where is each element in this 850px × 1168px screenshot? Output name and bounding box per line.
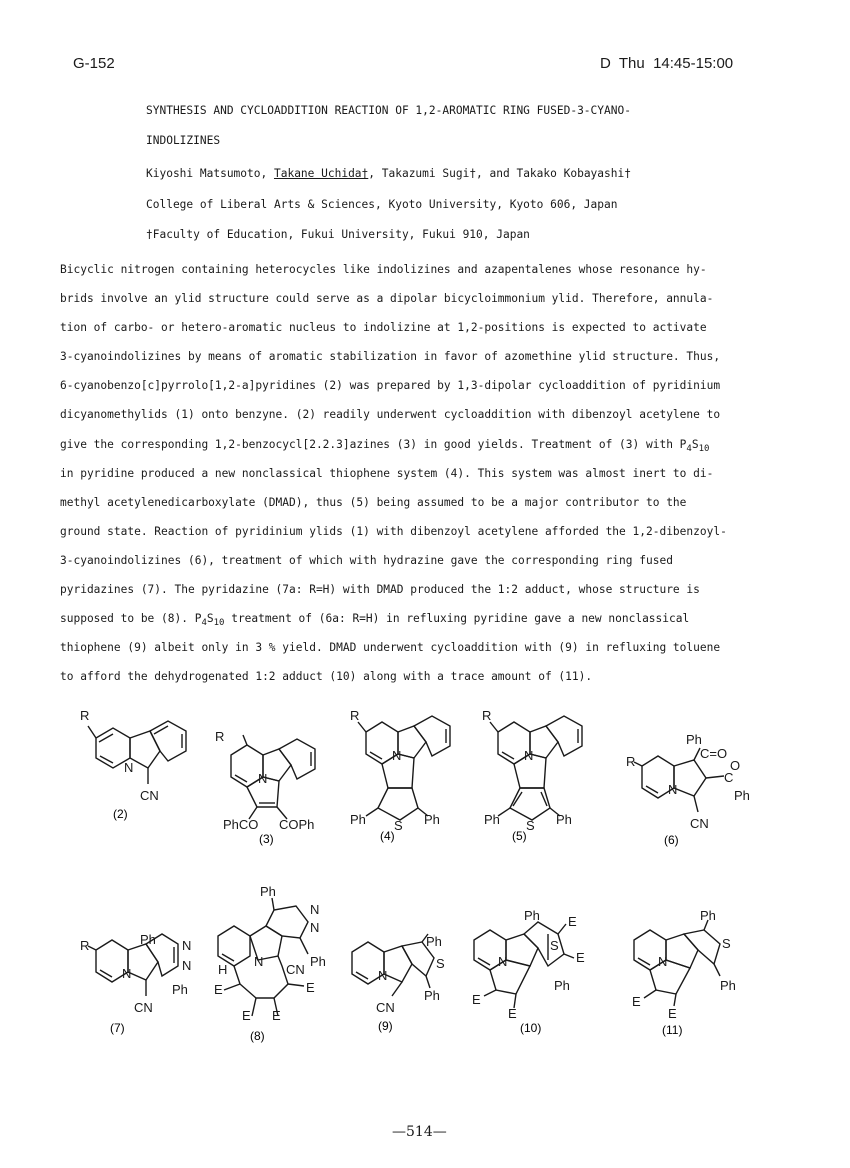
affiliation-1: College of Liberal Arts & Sciences, Kyoto University, Kyoto 606, Japan: [146, 198, 618, 211]
r-group: R: [215, 729, 225, 744]
r-group: R: [80, 708, 90, 723]
nitrogen-atom: N: [182, 938, 192, 953]
cyano-group: CN: [134, 1000, 153, 1015]
body-line: in pyridine produced a new nonclassical thiophene system (4). This system was almost inert to di-: [60, 467, 714, 480]
phenyl-group: Ph: [700, 908, 716, 923]
compound-label: (11): [662, 1023, 683, 1037]
title-line-1: SYNTHESIS AND CYCLOADDITION REACTION OF 1,2-AROMATIC RING FUSED-3-CYANO-: [146, 104, 631, 117]
structure-8: [212, 880, 352, 1050]
hydrogen-atom: H: [218, 962, 228, 977]
compound-label: (2): [113, 807, 128, 821]
r-group: R: [350, 708, 360, 723]
nitrogen-atom: N: [122, 966, 132, 981]
nitrogen-atom: N: [378, 968, 388, 983]
phenyl-group: Ph: [734, 788, 750, 803]
cyano-group: CN: [140, 788, 159, 803]
ester-group: E: [214, 982, 223, 997]
phenyl-group: Ph: [556, 812, 572, 827]
phenyl-group: Ph: [484, 812, 500, 827]
body-line: methyl acetylenedicarboxylate (DMAD), thus (5) being assumed to be a major contributor to the: [60, 496, 687, 509]
structure-10: [468, 904, 598, 1036]
carbonyl-oxygen: O: [730, 758, 741, 773]
author-presenter: Takane Uchida†: [273, 167, 369, 180]
nitrogen-atom: N: [310, 902, 320, 917]
structure-11: [628, 910, 758, 1042]
compound-label: (8): [250, 1029, 265, 1043]
session-code: G-152: [73, 55, 115, 72]
structure-5: [480, 708, 605, 844]
nitrogen-atom: N: [182, 958, 192, 973]
compound-label: (9): [378, 1019, 393, 1033]
phenyl-group: Ph: [310, 954, 326, 969]
subscript: 4: [686, 444, 692, 454]
body-line: 6-cyanobenzo[c]pyrrolo[1,2-a]pyridines (2) was prepared by 1,3-dipolar cycloaddition of pyridinium: [60, 379, 721, 392]
cyano-group: CN: [690, 816, 709, 831]
ester-group: E: [306, 980, 315, 995]
nitrogen-atom: N: [254, 954, 264, 969]
ester-group: E: [272, 1008, 281, 1023]
phenyl-group: Ph: [720, 978, 736, 993]
body-line: ground state. Reaction of pyridinium ylids (1) with dibenzoyl acetylene afforded the 1,2-dibenzoyl-: [60, 525, 727, 538]
phenyl-group: Ph: [260, 884, 276, 899]
nitrogen-atom: N: [124, 760, 134, 775]
structure-6: [624, 732, 759, 850]
authors: [146, 167, 631, 180]
body-text: S: [691, 438, 699, 451]
session-time: D Thu 14:45-15:00: [600, 55, 734, 72]
r-group: R: [482, 708, 492, 723]
sulfur-atom: S: [394, 818, 403, 833]
body-line: Bicyclic nitrogen containing heterocycles like indolizines and azapentalenes whose resonance hy-: [60, 263, 707, 276]
phenyl-group: Ph: [524, 908, 540, 923]
ester-group: E: [472, 992, 481, 1007]
body-line: brids involve an ylid structure could serve as a dipolar bicycloimmonium ylid. Therefore, annula-: [60, 292, 714, 305]
ester-group: E: [568, 914, 577, 929]
sulfur-atom: S: [526, 818, 535, 833]
nitrogen-atom: N: [392, 748, 402, 763]
structure-9: [346, 934, 466, 1038]
structure-2: [78, 706, 198, 821]
affiliation-2: †Faculty of Education, Fukui University, Fukui 910, Japan: [146, 228, 530, 241]
ester-group: E: [508, 1006, 517, 1021]
author-rest: , Takazumi Sugi†, and Takako Kobayashi†: [368, 167, 631, 180]
sulfur-atom: S: [436, 956, 445, 971]
body-line: to afford the dehydrogenated 1:2 adduct (10) along with a trace amount of (11).: [60, 670, 593, 683]
compound-label: (7): [110, 1021, 125, 1035]
phenyl-group: Ph: [686, 732, 702, 747]
r-group: R: [626, 754, 636, 769]
body-line: dicyanomethylids (1) onto benzyne. (2) readily underwent cycloaddition with dibenzoyl acetylene to: [60, 408, 721, 421]
ester-group: E: [632, 994, 641, 1009]
body-text: S: [206, 612, 214, 625]
body-line: tion of carbo- or hetero-aromatic nucleus to indolizine at 1,2-positions is expected to activate: [60, 321, 707, 334]
nitrogen-atom: N: [498, 954, 508, 969]
carbonyl-group: C=O: [700, 746, 728, 761]
compound-label: (3): [259, 832, 274, 846]
body-line: thiophene (9) albeit only in 3 % yield. DMAD underwent cycloaddition with (9) in refluxing toluene: [60, 641, 721, 654]
structure-4: [348, 708, 473, 844]
body-line: [60, 438, 709, 454]
subscript: 4: [201, 618, 207, 628]
nitrogen-atom: N: [310, 920, 320, 935]
compound-label: (10): [520, 1021, 542, 1035]
ester-group: E: [576, 950, 585, 965]
body-line: pyridazines (7). The pyridazine (7a: R=H) with DMAD produced the 1:2 adduct, whose structure is: [60, 583, 700, 596]
nitrogen-atom: N: [668, 782, 678, 797]
subscript: 10: [213, 618, 225, 628]
title-line-2: INDOLIZINES: [146, 134, 221, 147]
body-text: give the corresponding 1,2-benzocycl[2.2.3]azines (3) in good yields. Treatment of (3) with P: [60, 438, 687, 451]
phenyl-group: Ph: [426, 934, 442, 949]
benzoyl-group: COPh: [279, 817, 315, 832]
sulfur-atom: S: [550, 938, 559, 953]
cyano-group: CN: [376, 1000, 395, 1015]
carbonyl-carbon: C: [724, 770, 734, 785]
cyano-group: CN: [286, 962, 305, 977]
nitrogen-atom: N: [658, 954, 668, 969]
sulfur-atom: S: [722, 936, 731, 951]
phenyl-group: Ph: [554, 978, 570, 993]
compound-label: (5): [512, 829, 527, 843]
phenyl-group: Ph: [424, 812, 440, 827]
body-text: treatment of (6a: R=H) in refluxing pyridine gave a new nonclassical: [224, 612, 690, 625]
phenyl-group: Ph: [424, 988, 440, 1003]
body-line: 3-cyanoindolizines (6), treatment of which with hydrazine gave the corresponding ring fused: [60, 554, 673, 567]
subscript: 10: [698, 444, 710, 454]
body-line: 3-cyanoindolizines by means of aromatic stabilization in favor of azomethine ylid structure. Thus,: [60, 350, 721, 363]
phenyl-group: Ph: [350, 812, 366, 827]
body-line: [60, 612, 689, 628]
structure-7: [78, 932, 203, 1040]
body-text: supposed to be (8). P: [60, 612, 202, 625]
benzoyl-group: PhCO: [223, 817, 259, 832]
phenyl-group: Ph: [140, 932, 156, 947]
compound-label: (4): [380, 829, 395, 843]
r-group: R: [80, 938, 90, 953]
page-number: —514—: [392, 1124, 447, 1140]
phenyl-group: Ph: [172, 982, 188, 997]
ester-group: E: [242, 1008, 251, 1023]
nitrogen-atom: N: [258, 771, 268, 786]
author-1: Kiyoshi Matsumoto,: [146, 167, 274, 180]
nitrogen-atom: N: [524, 748, 534, 763]
compound-label: (6): [664, 833, 679, 847]
ester-group: E: [668, 1006, 677, 1021]
structure-3: [213, 729, 338, 846]
